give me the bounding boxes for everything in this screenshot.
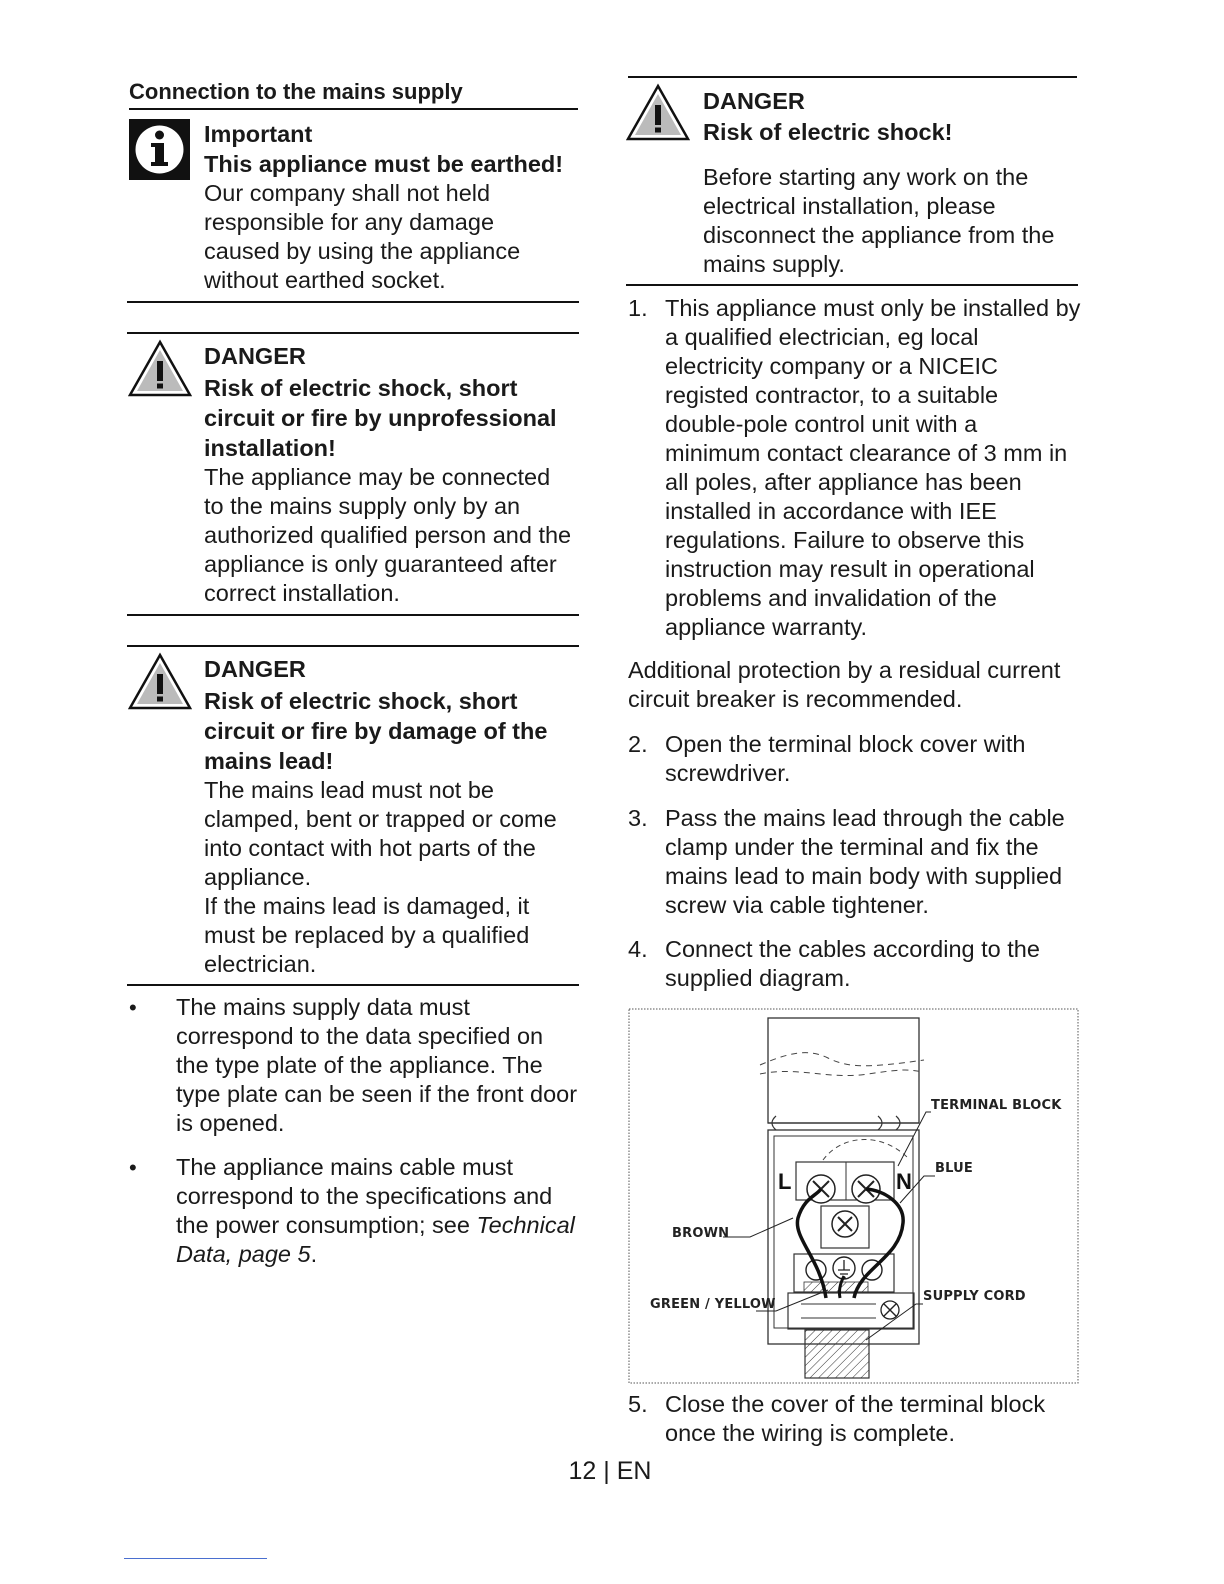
warning-icon (128, 338, 192, 403)
text-line: correct installation. (204, 580, 400, 606)
divider (127, 645, 579, 647)
text-line: supplied diagram. (665, 965, 851, 991)
text-line: circuit breaker is recommended. (628, 686, 963, 712)
text-line: clamped, bent or trapped or come (204, 806, 557, 832)
text-line: electrical installation, please (703, 193, 996, 219)
text-line: appliance warranty. (665, 614, 868, 640)
text-line: Connect the cables according to the (665, 936, 1040, 962)
blue-label: BLUE (935, 1161, 973, 1176)
step-number: 1. (628, 295, 648, 321)
reference-link: Data, page 5 (176, 1241, 311, 1267)
divider (626, 284, 1078, 286)
step-1-text (665, 294, 1105, 642)
text-line: circuit or fire by damage of the (204, 718, 548, 744)
text-line: minimum contact clearance of 3 mm in (665, 440, 1068, 466)
divider (127, 614, 579, 616)
text-line: correspond to the specifications and (176, 1183, 553, 1209)
text-line: appliance. (204, 864, 312, 890)
divider (628, 76, 1077, 78)
text-line: installation! (204, 435, 336, 461)
step-number: 5. (628, 1391, 648, 1417)
important-subtitle: This appliance must be earthed! (204, 151, 564, 177)
divider (127, 984, 579, 986)
text-line: responsible for any damage (204, 209, 495, 235)
text-line: problems and invalidation of the (665, 585, 997, 611)
text-line: mains lead to main body with supplied (665, 863, 1063, 889)
danger-block-right (703, 87, 1083, 279)
text-line: installed in accordance with IEE (665, 498, 997, 524)
text-line: electrician. (204, 951, 317, 977)
supply-cord-label: SUPPLY CORD (923, 1289, 1026, 1304)
text-line: mains lead! (204, 748, 334, 774)
text-line: is opened. (176, 1110, 285, 1136)
text-line: to the mains supply only by an (204, 493, 521, 519)
section-heading: Connection to the mains supply (129, 79, 463, 104)
text-line: type plate can be seen if the front door (176, 1081, 578, 1107)
step-number: 4. (628, 936, 648, 962)
text-line: correspond to the data specified on (176, 1023, 544, 1049)
text-line: double-pole control unit with a (665, 411, 978, 437)
danger-title: DANGER (703, 88, 805, 114)
text-line: into contact with hot parts of the (204, 835, 536, 861)
text-line: the type plate of the appliance. The (176, 1052, 543, 1078)
important-title: Important (204, 121, 313, 147)
danger-block-2 (204, 655, 584, 979)
green-yellow-label: GREEN / YELLOW (650, 1297, 776, 1312)
text-line: regulations. Failure to observe this (665, 527, 1025, 553)
text-line: once the wiring is complete. (665, 1420, 955, 1446)
text-line: If the mains lead is damaged, it (204, 893, 530, 919)
text-line: authorized qualified person and the (204, 522, 572, 548)
footer-separator: | (603, 1457, 610, 1485)
text-line: Our company shall not held (204, 180, 491, 206)
text-line: without earthed socket. (204, 267, 446, 293)
text-line: electricity company or a NICEIC (665, 353, 999, 379)
text-span: . (310, 1241, 318, 1267)
text-line: The appliance may be connected (204, 464, 551, 490)
wiring-diagram (628, 1008, 1079, 1384)
terminal-block-label: TERMINAL BLOCK (931, 1098, 1062, 1113)
text-line: This appliance must only be installed by (665, 295, 1081, 321)
step-number: 2. (628, 731, 648, 757)
text-line: Close the cover of the terminal block (665, 1391, 1046, 1417)
rcd-note (628, 656, 1088, 714)
divider (127, 301, 579, 303)
text-span: the power consumption; see (176, 1212, 477, 1238)
text-line (176, 1211, 596, 1240)
text-line: Risk of electric shock, short (204, 688, 518, 714)
step-2-text (665, 730, 1095, 788)
text-line: clamp under the terminal and fix the (665, 834, 1039, 860)
text-line: Risk of electric shock, short (204, 375, 518, 401)
text-line: Open the terminal block cover with (665, 731, 1026, 757)
page-footer (560, 1457, 660, 1486)
step-number: 3. (628, 805, 648, 831)
text-line: mains supply. (703, 251, 845, 277)
bottom-rule (124, 1558, 267, 1559)
text-line: The mains supply data must (176, 994, 470, 1020)
text-line: registed contractor, to a suitable (665, 382, 999, 408)
text-line: Additional protection by a residual current (628, 657, 1061, 683)
text-line: screwdriver. (665, 760, 791, 786)
bullet-item (176, 1153, 596, 1269)
step-5-text (665, 1390, 1095, 1448)
warning-icon (128, 651, 192, 716)
divider (129, 108, 578, 110)
divider (127, 332, 579, 334)
danger-title: DANGER (204, 343, 306, 369)
n-label: N (896, 1169, 912, 1194)
text-line: screw via cable tightener. (665, 892, 929, 918)
text-line: Pass the mains lead through the cable (665, 805, 1065, 831)
page-number: 12 (568, 1457, 597, 1485)
text-line: The mains lead must not be (204, 777, 494, 803)
danger-block-1 (204, 342, 584, 608)
brown-label: BROWN (672, 1226, 730, 1241)
text-line: disconnect the appliance from the (703, 222, 1055, 248)
step-3-text (665, 804, 1095, 920)
text-line: circuit or fire by unprofessional (204, 405, 557, 431)
step-4-text (665, 935, 1095, 993)
text-line: all poles, after appliance has been (665, 469, 1022, 495)
bullet-item (176, 993, 596, 1138)
danger-title: DANGER (204, 656, 306, 682)
text-line: instruction may result in operational (665, 556, 1035, 582)
important-block (204, 120, 584, 295)
reference-link: Technical (476, 1212, 575, 1238)
text-line: caused by using the appliance (204, 238, 521, 264)
text-line: The appliance mains cable must (176, 1154, 514, 1180)
language-code: EN (616, 1457, 652, 1485)
text-line: a qualified electrician, eg local (665, 324, 979, 350)
text-line: appliance is only guaranteed after (204, 551, 557, 577)
info-icon (129, 119, 190, 180)
text-line: must be replaced by a qualified (204, 922, 530, 948)
bullet-marker: • (129, 1155, 137, 1180)
l-label: L (778, 1169, 792, 1194)
danger-subtitle: Risk of electric shock! (703, 119, 953, 145)
text-line: Before starting any work on the (703, 164, 1029, 190)
bullet-marker: • (129, 995, 137, 1020)
warning-icon (626, 82, 690, 147)
text-line (176, 1240, 596, 1269)
